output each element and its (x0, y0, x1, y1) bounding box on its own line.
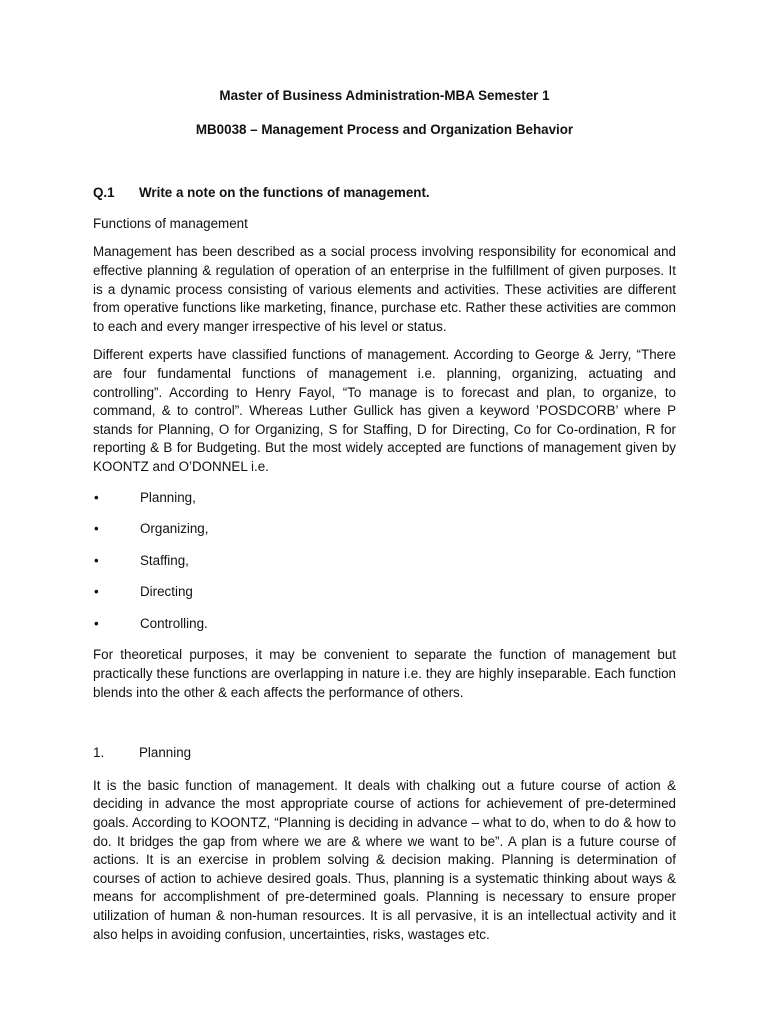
section-title: Planning (139, 745, 192, 761)
paragraph-intro: Management has been described as a social process involving responsibility for economical and effective planning & regulation of operation of an enterprise in the fulfillment of given purposes. It is a dynamic process consisting of various elements and activities. These activities are different from operative functions like marketing, finance, purchase etc. Rather these activities are common to each and every manger irrespective of his level or status. (93, 244, 676, 334)
bullet-symbol: • (94, 584, 99, 600)
question-text: Write a note on the functions of management. (139, 185, 430, 201)
paragraph-overlap: For theoretical purposes, it may be convenient to separate the function of management but practically these functions are overlapping in nature i.e. they are highly inseparable. Each function blends into the other & each affects the performance of others. (93, 647, 676, 700)
list-item-label: Staffing, (140, 552, 189, 568)
paragraph-experts: Different experts have classified functions of management. According to George & Jerry, “There are four fundamental functions of management i.e. planning, organizing, actuating and controlling”. According to Henry Fayol, “To manage is to forecast and plan, to organize, to command, & to control”. Whereas Luther Gullick has given a keyword ’POSDCORB’ where P stands for Planning, O for Organizing, S for Staffing, D for Directing, Co for Co-ordination, R for reporting & B for Budgeting. But the most widely accepted are functions of management given by KOONTZ and O’DONNEL i.e. (93, 347, 676, 474)
list-item-label: Organizing, (140, 521, 209, 537)
bullet-symbol: • (94, 615, 99, 631)
subheading: Functions of management (93, 215, 248, 231)
question-number: Q.1 (93, 185, 115, 201)
document-title: Master of Business Administration-MBA Semester 1 (219, 88, 550, 103)
list-item-label: Directing (140, 584, 193, 600)
section-number: 1. (93, 745, 105, 761)
bullet-symbol: • (94, 521, 99, 537)
bullet-symbol: • (94, 489, 99, 505)
list-item-label: Planning, (140, 489, 196, 505)
course-title: MB0038 – Management Process and Organization Behavior (195, 121, 574, 137)
question-heading (93, 184, 676, 203)
list-item (93, 489, 676, 508)
section-heading-planning (93, 744, 676, 763)
list-item (93, 520, 676, 539)
paragraph-planning: It is the basic function of management. It deals with chalking out a future course of action & deciding in advance the most appropriate course of actions for achievement of pre-determined goals. According to KOONTZ, “Planning is deciding in advance – what to do, when to do & how to do. It bridges the gap from where we are & where we want to be”. A plan is a future course of actions. It is an exercise in problem solving & decision making. Planning is determination of courses of action to achieve desired goals. Thus, planning is a systematic thinking about ways & means for accomplishment of pre-determined goals. Planning is necessary to ensure proper utilization of human & non-human resources. It is all pervasive, it is an intellectual activity and it also helps in avoiding confusion, uncertainties, risks, wastages etc. (93, 777, 676, 942)
functions-list (93, 489, 676, 634)
list-item (93, 552, 676, 571)
list-item (93, 615, 676, 634)
bullet-symbol: • (94, 552, 99, 568)
list-item-label: Controlling. (140, 615, 208, 631)
document-page (93, 87, 676, 944)
list-item (93, 583, 676, 602)
